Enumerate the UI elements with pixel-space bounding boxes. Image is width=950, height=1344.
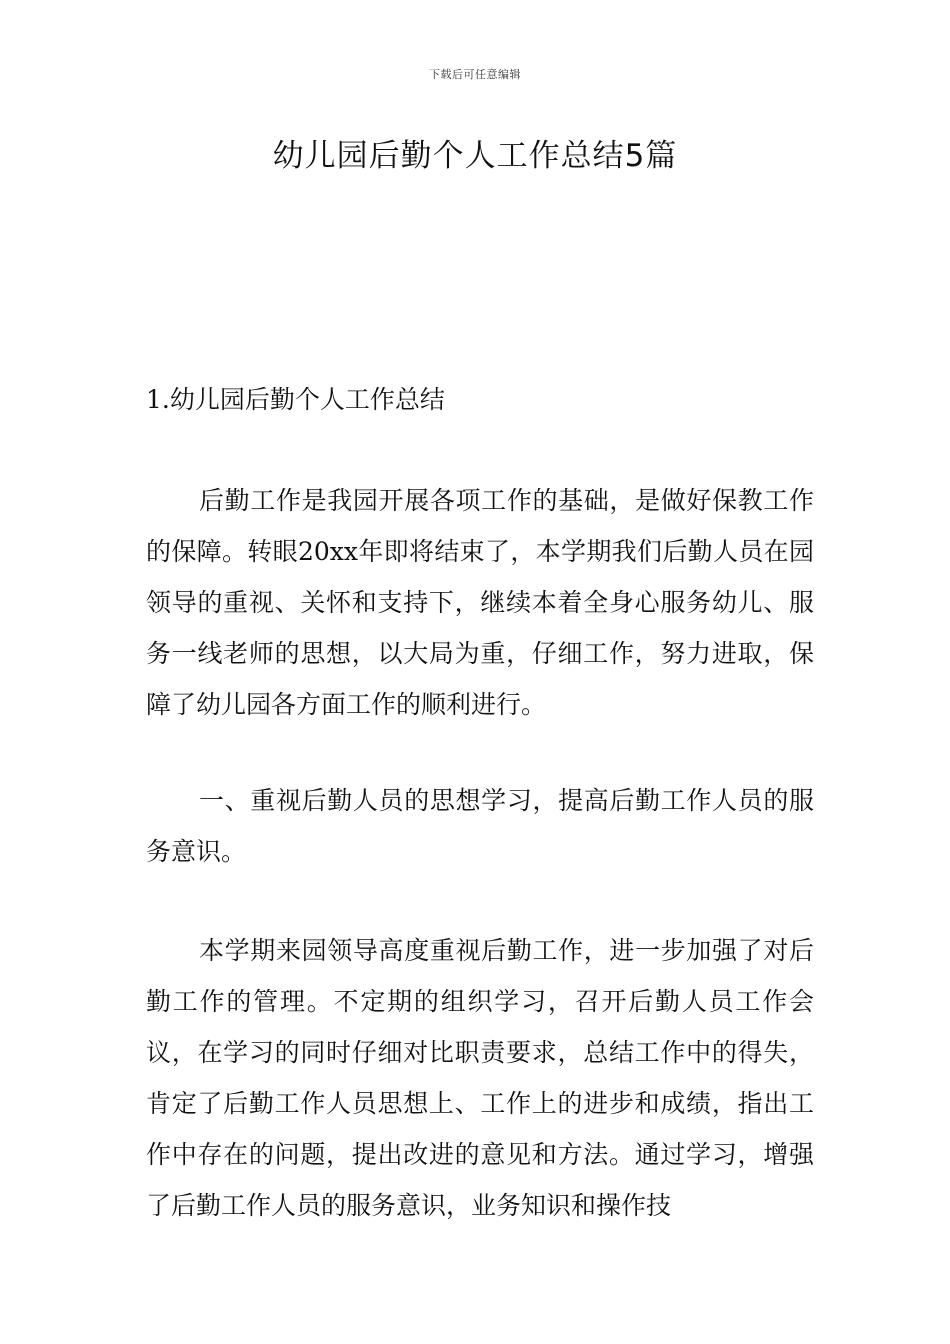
paragraph-intro: 后勤工作是我园开展各项工作的基础，是做好保教工作的保障。转眼20xx年即将结束了，本学期我们后勤人员在园领导的重视、关怀和支持下，继续本着全身心服务幼儿、服务一线老师的思想，以大局为重，仔细工作，努力进取，保障了幼儿园各方面工作的顺利进行。	[146, 486, 814, 719]
header-note: 下载后可任意编辑	[429, 68, 521, 81]
document-title: 幼儿园后勤个人工作总结5篇	[272, 138, 678, 174]
paragraph-subheading: 一、重视后勤人员的思想学习，提高后勤工作人员的服务意识。	[146, 786, 814, 866]
paragraph-body: 本学期来园领导高度重视后勤工作，进一步加强了对后勤工作的管理。不定期的组织学习，召开后勤人员工作会议，在学习的同时仔细对比职责要求，总结工作中的得失，肯定了后勤工作人员思想上、工作上的进步和成绩，指出工作中存在的问题，提出改进的意见和方法。通过学习，增强了后勤工作人员的服务意识，业务知识和操作技	[146, 936, 814, 1220]
section-heading: 1.幼儿园后勤个人工作总结	[146, 385, 445, 414]
